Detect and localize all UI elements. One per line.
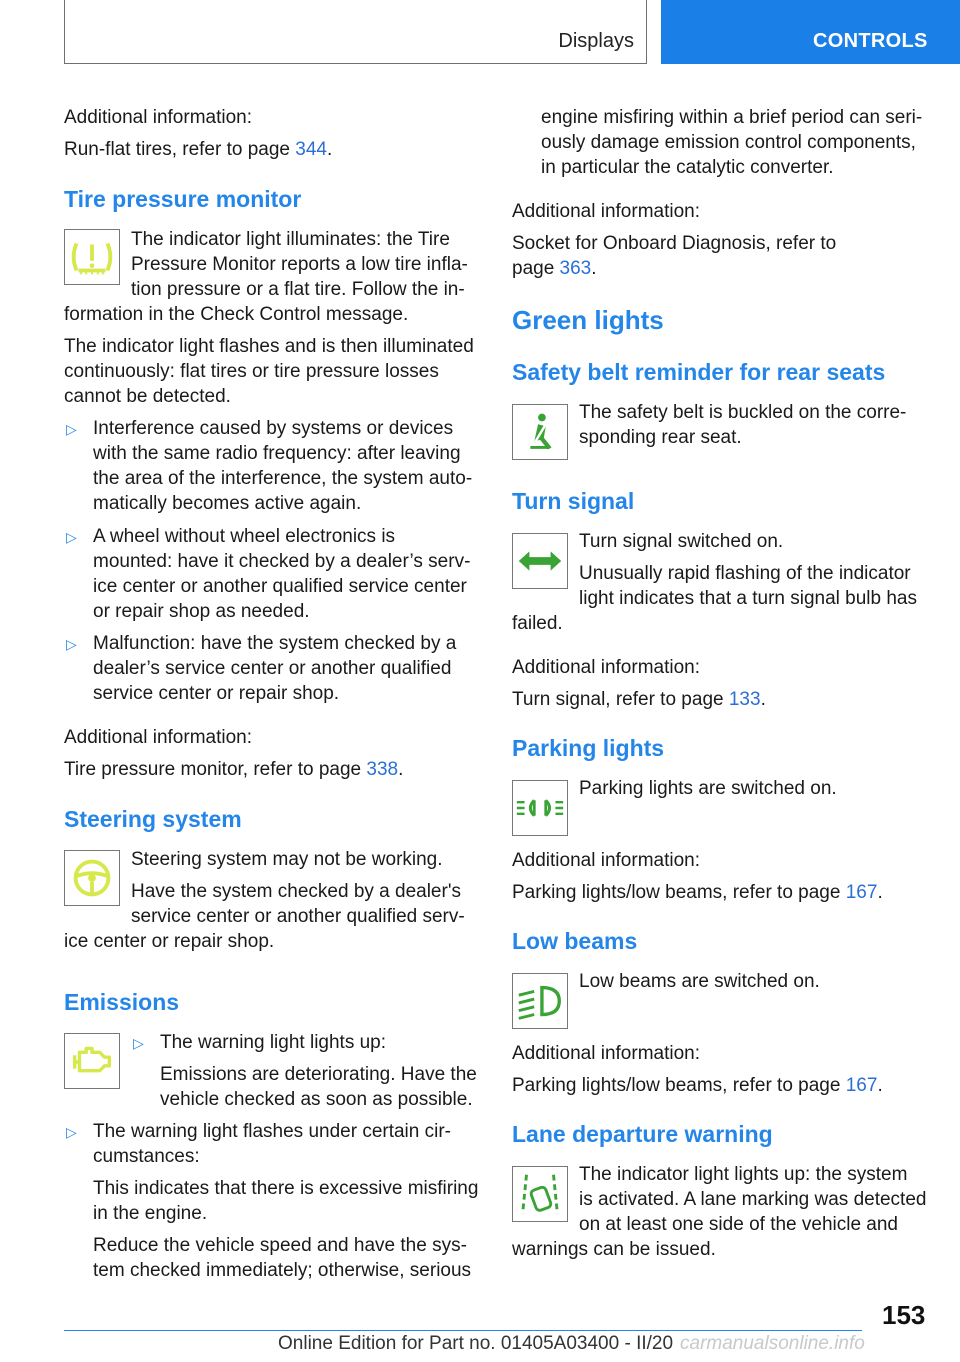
steering-heading: Steering system: [64, 806, 242, 832]
belt-heading: Safety belt reminder for rear seats: [512, 359, 886, 385]
turn-signal-heading: Turn signal: [512, 488, 635, 514]
tpm-flash-1: The indicator light flashes and is then illuminated: [64, 336, 474, 357]
steering-text-4: ice center or repair shop.: [64, 931, 275, 952]
belt-text-2: sponding rear seat.: [579, 427, 742, 448]
tpm-bullet3-1: Malfunction: have the system checked by a: [93, 633, 457, 654]
obd-text-1: Socket for Onboard Diagnosis, refer to: [512, 233, 837, 254]
turn-add-ref: Turn signal, refer to page 133.: [512, 689, 766, 710]
tpm-bullet2-1: A wheel without wheel electronics is: [93, 526, 396, 547]
low-beams-text: Low beams are switched on.: [579, 971, 820, 992]
lane-text-1: The indicator light lights up: the system: [579, 1164, 908, 1185]
low-beams-heading: Low beams: [512, 928, 638, 954]
emissions-bullet1: The warning light lights up:: [160, 1032, 387, 1053]
tpm-text-3: tion pressure or a flat tire. Follow the in-: [131, 279, 465, 300]
parking-heading: Parking lights: [512, 735, 665, 761]
tpm-flash-2: continuously: flat tires or tire pressure losses: [64, 361, 439, 382]
turn-add-label: Additional information:: [512, 657, 700, 678]
tpm-heading: Tire pressure monitor: [64, 186, 302, 212]
tpm-bullet3-2: dealer’s service center or another qualified: [93, 658, 452, 679]
tpm-add-label: Additional information:: [64, 727, 252, 748]
turn-text-3: light indicates that a turn signal bulb has: [579, 588, 917, 609]
bullet-icon: ▷: [66, 1124, 77, 1140]
emissions-cont-3: in particular the catalytic converter.: [541, 157, 834, 178]
turn-signal-icon: [512, 533, 568, 589]
tpm-bullet3-3: service center or repair shop.: [93, 683, 340, 704]
belt-text-1: The safety belt is buckled on the corre-: [579, 402, 907, 423]
steering-text-1: Steering system may not be working.: [131, 849, 443, 870]
header-section: Displays: [558, 30, 634, 52]
page-link-344[interactable]: 344: [295, 139, 327, 160]
lane-text-2: is activated. A lane marking was detected: [579, 1189, 927, 1210]
emissions-b2p1-2: in the engine.: [93, 1203, 208, 1224]
parking-lights-icon: [512, 780, 568, 836]
emissions-b1p-2: vehicle checked as soon as possible.: [160, 1089, 473, 1110]
header-chapter: CONTROLS: [813, 30, 928, 52]
lane-text-4: warnings can be issued.: [512, 1239, 716, 1260]
turn-text-4: failed.: [512, 613, 563, 634]
tpm-bullet2-2: mounted: have it checked by a dealer’s serv-: [93, 551, 471, 572]
tpm-text-1: The indicator light illuminates: the Tire: [131, 229, 450, 250]
bullet-icon: ▷: [133, 1035, 144, 1051]
emissions-b2p2-1: Reduce the vehicle speed and have the sys-: [93, 1235, 467, 1256]
page-link-167[interactable]: 167: [845, 1075, 878, 1096]
tpm-bullet1-1: Interference caused by systems or devices: [93, 418, 454, 439]
bullet-icon: ▷: [66, 421, 77, 437]
emissions-b2p1-1: This indicates that there is excessive misfiring: [93, 1178, 479, 1199]
tpm-bullet1-4: matically becomes active again.: [93, 493, 362, 514]
emissions-cont-1: engine misfiring within a brief period can seri-: [541, 107, 923, 128]
bullet-icon: ▷: [66, 529, 77, 545]
lane-heading: Lane departure warning: [512, 1121, 773, 1147]
tpm-text-2: Pressure Monitor reports a low tire infla-: [131, 254, 468, 275]
footer-edition: Online Edition for Part no. 01405A03400 - II/20: [278, 1333, 674, 1354]
lane-departure-icon: [512, 1166, 568, 1222]
page-link-338[interactable]: 338: [366, 759, 399, 780]
tpm-add-ref: Tire pressure monitor, refer to page 338.: [64, 759, 404, 780]
steering-text-2: Have the system checked by a dealer's: [131, 881, 461, 902]
emissions-cont-2: ously damage emission control components,: [541, 132, 916, 153]
low-beams-icon: [512, 973, 568, 1029]
emissions-heading: Emissions: [64, 989, 180, 1015]
emissions-bullet2-1: The warning light flashes under certain cir-: [93, 1121, 452, 1142]
header-chapter-tab[interactable]: [661, 0, 960, 64]
footer-divider: [64, 1330, 862, 1331]
bullet-icon: ▷: [66, 636, 77, 652]
runflat-label: Additional information:: [64, 107, 252, 128]
emissions-b2p2-2: tem checked immediately; otherwise, serious: [93, 1260, 472, 1281]
tire-pressure-warning-icon: [64, 229, 120, 285]
emissions-b1p-1: Emissions are deteriorating. Have the: [160, 1064, 477, 1085]
lane-text-3: on at least one side of the vehicle and: [579, 1214, 899, 1235]
tpm-bullet1-2: with the same radio frequency: after leaving: [93, 443, 461, 464]
low-add-ref: Parking lights/low beams, refer to page 167.: [512, 1075, 883, 1096]
turn-text-2: Unusually rapid flashing of the indicator: [579, 563, 911, 584]
low-add-label: Additional information:: [512, 1043, 700, 1064]
parking-text: Parking lights are switched on.: [579, 778, 837, 799]
green-lights-heading: Green lights: [512, 305, 664, 335]
obd-label: Additional information:: [512, 201, 700, 222]
tpm-bullet2-4: or repair shop as needed.: [93, 601, 310, 622]
header-section-box: [64, 0, 647, 64]
tpm-bullet2-3: ice center or another qualified service center: [93, 576, 467, 597]
runflat-ref: Run-flat tires, refer to page 344.: [64, 139, 333, 160]
engine-warning-icon: [64, 1033, 120, 1089]
page-number: 153: [882, 1300, 926, 1330]
tpm-text-4: formation in the Check Control message.: [64, 304, 409, 325]
page-link-133[interactable]: 133: [728, 689, 761, 710]
obd-text-2: page 363.: [512, 258, 597, 279]
tpm-bullet1-3: the area of the interference, the system auto-: [93, 468, 473, 489]
emissions-bullet2-2: cumstances:: [93, 1146, 200, 1167]
page-link-363[interactable]: 363: [559, 258, 592, 279]
turn-text-1: Turn signal switched on.: [579, 531, 784, 552]
parking-add-label: Additional information:: [512, 850, 700, 871]
steering-warning-icon: [64, 850, 120, 906]
safety-belt-icon: [512, 404, 568, 460]
steering-text-3: service center or another qualified serv-: [131, 906, 465, 927]
watermark: carmanualsonline.info: [680, 1333, 865, 1354]
parking-add-ref: Parking lights/low beams, refer to page 167.: [512, 882, 883, 903]
tpm-flash-3: cannot be detected.: [64, 386, 231, 407]
page-link-167[interactable]: 167: [845, 882, 878, 903]
